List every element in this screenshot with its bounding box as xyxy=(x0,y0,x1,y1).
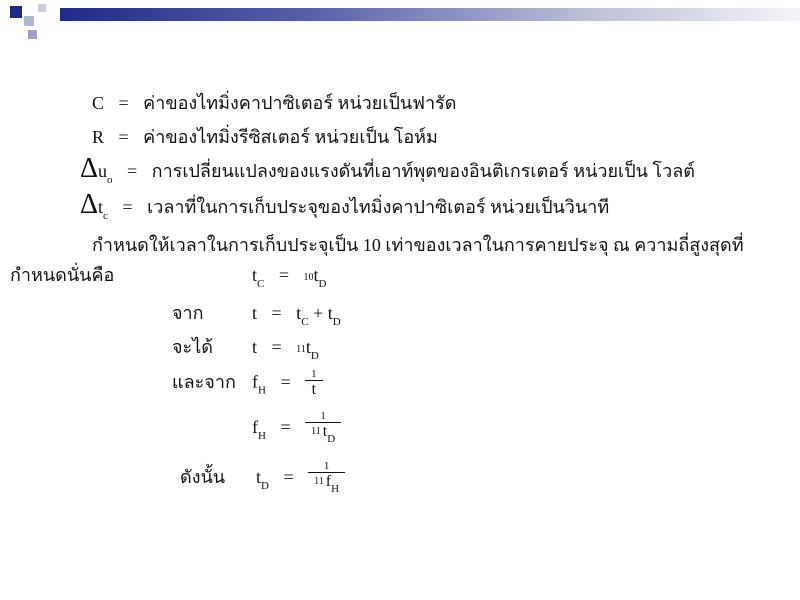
equals-sign: = xyxy=(271,337,282,357)
eq-var: t xyxy=(305,337,311,357)
definition-text: ค่าของไทมิ่งคาปาซิเตอร์ หน่วยเป็นฟารัด xyxy=(143,93,457,113)
eq-label: และจาก xyxy=(172,371,236,392)
paragraph-line-1: กำหนดให้เวลาในการเก็บประจุเป็น 10 เท่าของเวลาในการคายประจุ ณ ความถี่สูงสุดที่ xyxy=(92,235,744,255)
eq-lhs-sub: H xyxy=(258,430,266,443)
definition-delta-tc xyxy=(80,189,610,227)
equals-sign: = xyxy=(118,93,129,113)
definition-r xyxy=(92,126,438,148)
eq-var-sub: D xyxy=(318,278,327,290)
equation-5 xyxy=(252,410,341,448)
denominator-var: t xyxy=(322,423,328,440)
symbol: C xyxy=(92,93,105,113)
equals-sign: = xyxy=(118,127,129,147)
equals-sign: = xyxy=(271,303,282,323)
equals-sign: = xyxy=(280,417,291,438)
eq-term: t xyxy=(327,303,333,323)
eq-lhs: t xyxy=(252,337,258,357)
symbol-letter: t xyxy=(98,197,104,217)
delta-symbol: Δ xyxy=(80,189,99,220)
equals-sign: = xyxy=(278,265,290,285)
equals-sign: = xyxy=(283,467,294,488)
fraction xyxy=(305,368,323,399)
equals-sign: = xyxy=(122,197,133,217)
equals-sign: = xyxy=(280,371,291,392)
definition-text: การเปลี่ยนแปลงของแรงดันที่เอาท์พุตของอินติเกรเตอร์ หน่วยเป็น โวลต์ xyxy=(151,161,695,181)
eq-lhs: f xyxy=(252,371,258,392)
equation-1 xyxy=(252,264,326,295)
eq-lhs-sub: D xyxy=(261,480,269,493)
plus-sign: + xyxy=(313,303,324,323)
denominator-var: f xyxy=(325,473,332,490)
delta-symbol: Δ xyxy=(80,153,99,184)
eq-term-sub: D xyxy=(332,316,341,328)
definition-text: ค่าของไทมิ่งรีซิสเตอร์ หน่วยเป็น โอห์ม xyxy=(143,127,438,147)
eq-lhs: t xyxy=(252,265,258,285)
fraction xyxy=(308,460,345,498)
definition-delta-uo xyxy=(80,153,695,191)
equation-4 xyxy=(172,368,323,402)
eq-label: จาก xyxy=(172,303,204,323)
eq-var: t xyxy=(313,265,319,285)
symbol-subscript: o xyxy=(107,174,113,186)
denominator-coefficient: 11 xyxy=(311,426,321,437)
equation-6 xyxy=(180,460,345,498)
fraction-denominator xyxy=(305,422,341,448)
eq-lhs: f xyxy=(252,417,258,438)
eq-var-sub: D xyxy=(310,350,319,362)
eq-lhs: t xyxy=(252,303,258,323)
eq-label: จะได้ xyxy=(172,337,213,357)
eq-label: ดังนั้น xyxy=(180,467,226,488)
fraction xyxy=(305,410,341,448)
equation-3 xyxy=(172,336,319,367)
fraction-numerator: 1 xyxy=(320,410,326,422)
eq-term-sub: C xyxy=(301,316,309,328)
fraction-denominator xyxy=(308,472,345,498)
symbol: R xyxy=(92,127,105,147)
equals-sign: = xyxy=(127,161,138,181)
paragraph-line-2: กำหนดนั่นคือ xyxy=(10,265,115,285)
definition-c xyxy=(92,92,456,114)
definition-text: เวลาที่ในการเก็บประจุของไทมิ่งคาปาซิเตอร์ หน่วยเป็นวินาที xyxy=(147,197,610,217)
symbol-letter: u xyxy=(98,161,108,181)
eq-lhs-sub: H xyxy=(258,384,266,397)
eq-lhs-sub: C xyxy=(257,278,265,290)
symbol-subscript: c xyxy=(103,210,108,222)
fraction-numerator: 1 xyxy=(311,368,317,380)
fraction-numerator: 1 xyxy=(323,460,330,472)
eq-lhs: t xyxy=(256,467,262,488)
equation-2 xyxy=(172,302,341,333)
fraction-denominator: t xyxy=(305,380,323,399)
eq-coefficient: 11 xyxy=(296,344,306,355)
eq-term: t xyxy=(296,303,302,323)
denominator-sub: H xyxy=(331,483,340,495)
eq-coefficient: 10 xyxy=(303,272,314,283)
denominator-sub: D xyxy=(327,433,336,445)
denominator-coefficient: 11 xyxy=(314,476,324,487)
